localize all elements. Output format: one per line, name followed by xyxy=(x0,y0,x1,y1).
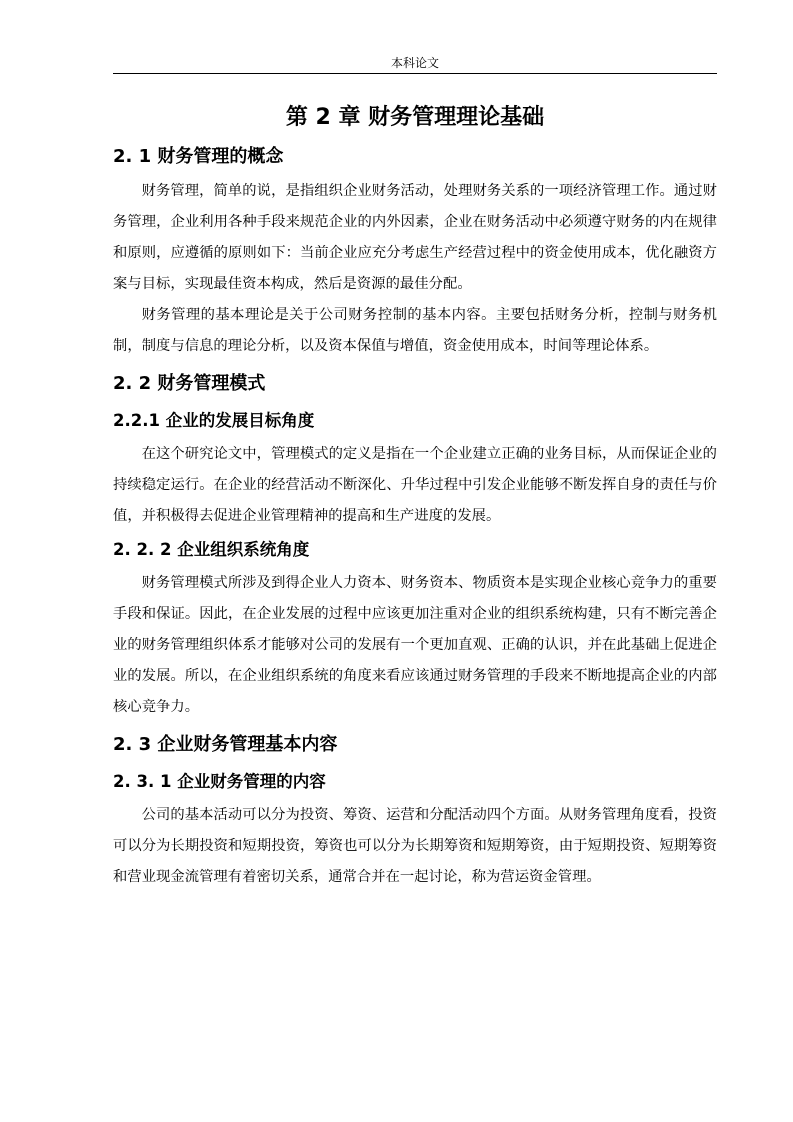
header-rule xyxy=(113,73,717,74)
subsection-heading-2-3-1: 2. 3. 1 企业财务管理的内容 xyxy=(113,772,326,791)
paragraph-2-2-2: 财务管理模式所涉及到得企业人力资本、财务资本、物质资本是实现企业核心竞争力的重要手段和保证。因此，在企业发展的过程中应该更加注重对企业的组织系统构建，只有不断完善企业的财务管理组织体系才能够对公司的发展有一个更加直观、正确的认识，并在此基础上促进企业的发展。所以，在企业组织系统的角度来看应该通过财务管理的手段来不断地提高企业的内部核心竞争力。 xyxy=(113,575,717,715)
subsection-heading-2-2-1: 2.2.1 企业的发展目标角度 xyxy=(113,411,315,430)
paragraph-2-3-1: 公司的基本活动可以分为投资、筹资、运营和分配活动四个方面。从财务管理角度看，投资可以分为长期投资和短期投资，筹资也可以分为长期筹资和短期筹资，由于短期投资、短期筹资和营业现金流管理有着密切关系，通常合并在一起讨论，称为营运资金管理。 xyxy=(113,807,717,885)
paragraph-2-1-b: 财务管理的基本理论是关于公司财务控制的基本内容。主要包括财务分析，控制与财务机制，制度与信息的理论分析，以及资本保值与增值，资金使用成本，时间等理论体系。 xyxy=(113,307,717,354)
chapter-title: 第 2 章 财务管理理论基础 xyxy=(285,105,545,130)
subsection-heading-2-2-2: 2. 2. 2 企业组织系统角度 xyxy=(113,540,310,559)
section-heading-2-1: 2. 1 财务管理的概念 xyxy=(113,146,284,167)
paragraph-2-2-1: 在这个研究论文中，管理模式的定义是指在一个企业建立正确的业务目标，从而保证企业的持续稳定运行。在企业的经营活动不断深化、升华过程中引发企业能够不断发挥自身的责任与价值，并积极得去促进企业管理精神的提高和生产进度的发展。 xyxy=(113,446,717,524)
section-heading-2-2: 2. 2 财务管理模式 xyxy=(113,373,266,394)
paragraph-2-1-a: 财务管理，简单的说，是指组织企业财务活动，处理财务关系的一项经济管理工作。通过财务管理，企业利用各种手段来规范企业的内外因素，企业在财务活动中必须遵守财务的内在规律和原则，应遵循的原则如下：当前企业应充分考虑生产经营过程中的资金使用成本，优化融资方案与目标，实现最佳资本构成，然后是资源的最佳分配。 xyxy=(113,183,717,292)
running-header: 本科论文 xyxy=(390,56,439,70)
section-heading-2-3: 2. 3 企业财务管理基本内容 xyxy=(113,734,338,755)
page-content xyxy=(113,98,717,893)
